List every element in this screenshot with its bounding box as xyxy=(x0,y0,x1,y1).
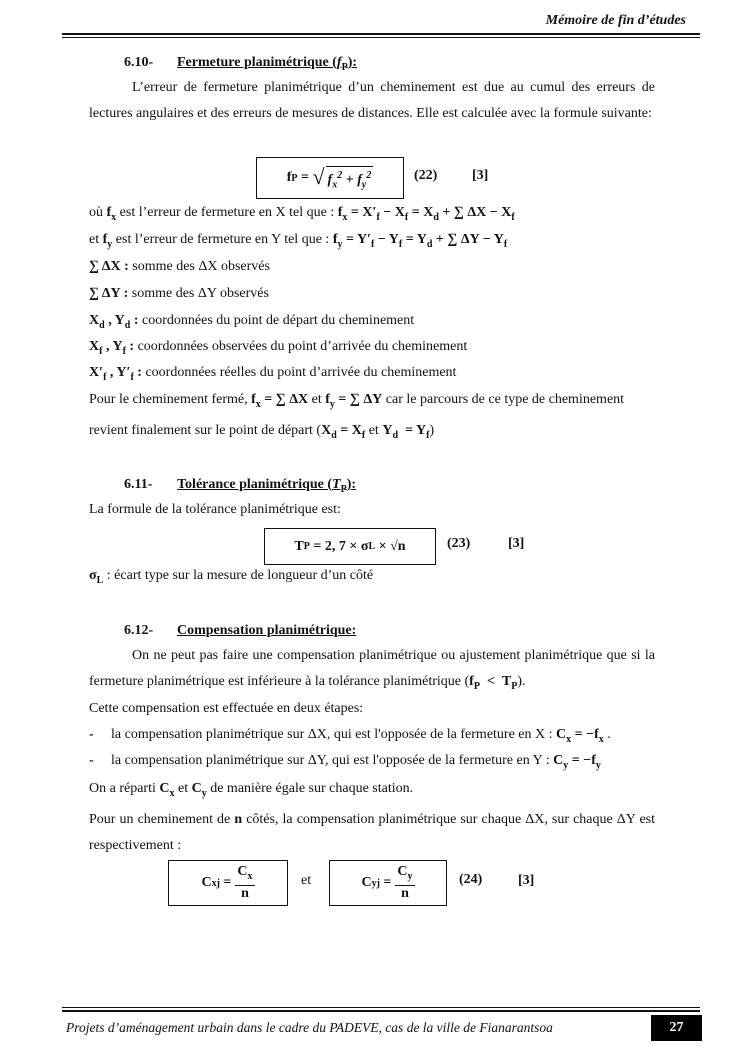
text: : écart type sur la mesure de longueur d’un côté xyxy=(103,568,374,583)
formula-part: = Y′ xyxy=(345,232,371,247)
text: est l’erreur de fermeture en X tel que : xyxy=(116,205,338,220)
text: ). xyxy=(517,674,526,689)
reference-24: [3] xyxy=(518,873,535,888)
formula-lhs-sub: P xyxy=(291,172,298,184)
page-footer: Projets d’aménagement urbain dans le cadre du PADEVE, cas de la ville de Fianarantsoa xyxy=(66,1020,553,1035)
symbol: ∑ ΔX : xyxy=(89,259,129,274)
fraction xyxy=(235,864,254,902)
formula-part: T xyxy=(294,538,304,554)
line-two-steps: Cette compensation est effectuée en deux étapes: xyxy=(89,701,364,716)
symbol: σ xyxy=(89,568,97,583)
formula-fy: f xyxy=(357,172,362,188)
formula-part: + ∑ ΔX − X xyxy=(438,205,512,220)
denominator: n xyxy=(401,885,409,901)
page-number: 27 xyxy=(651,1015,702,1041)
formula-part: × √n xyxy=(375,538,406,554)
equation-number-24: (24) xyxy=(459,872,483,887)
section-title: Tolérance planimétrique ( xyxy=(177,477,333,492)
section-number: 6.12- xyxy=(124,623,154,638)
text: somme des ΔY observés xyxy=(128,286,269,301)
page-header: Mémoire de fin d’études xyxy=(545,13,686,28)
sqrt-expression: √ $f_x^2 + f_y^2$ xyxy=(312,163,372,191)
formula-part: − Y xyxy=(374,232,399,247)
paragraph-fermeture: L’erreur de fermeture planimétrique d’un cheminement est due au cumul des erreurs de lectures angulaires et des erreurs de mesures de distances. Elle est calculée avec la formule suivante: xyxy=(89,80,655,121)
line-sum-dy xyxy=(89,286,269,302)
equation-number-22: (22) xyxy=(414,168,438,183)
text: et xyxy=(89,232,103,247)
text: où xyxy=(89,205,107,220)
line-repartition: On a réparti $C_x$ et $C_y$ de manière égale sur chaque station. xyxy=(89,781,414,799)
formula-fy-sub: y xyxy=(361,179,367,191)
numerator: C xyxy=(237,864,248,880)
formula-eq: = xyxy=(297,170,313,185)
line-xpf-ypf: $X'_f$ , $Y'_f$ : coordonnées réelles du point d’arrivée du cheminement xyxy=(89,365,457,383)
section-title: Compensation planimétrique: xyxy=(177,623,357,638)
text: et xyxy=(174,781,192,796)
line-sigma xyxy=(89,568,373,586)
fraction xyxy=(395,864,414,902)
formula-box-cyj: C yj = $\frac{C_y}{n}$ xyxy=(329,860,447,906)
numerator: C xyxy=(397,864,408,880)
formula-lhs: f xyxy=(286,170,292,185)
section-number: 6.11- xyxy=(124,477,153,492)
text: côtés, la compensation planimétrique sur chaque ΔX, sur chaque ΔY est respectivement : xyxy=(89,812,655,853)
denominator: n xyxy=(241,885,249,901)
section-number: 6.10- xyxy=(124,55,154,70)
text: revient finalement sur le point de départ ( xyxy=(89,423,322,438)
formula-part: = ∑ ΔX xyxy=(260,392,309,407)
section-heading-6-10 xyxy=(124,55,357,73)
line-closed-traverse: Pour le cheminement fermé, $f_x$ = ∑ ΔX et $f_y$ = ∑ ΔY car le parcours de ce type de cheminement xyxy=(89,392,625,410)
tolerance-intro: La formule de la tolérance planimétrique est: xyxy=(89,502,341,517)
formula-sub: L xyxy=(368,541,376,552)
symbol: ∑ ΔY : xyxy=(89,286,129,301)
text: coordonnées réelles du point d’arrivée du cheminement xyxy=(141,365,457,380)
line-fx: où $f_x$ est l’erreur de fermeture en X tel que : $f_x = X'_f - X_f = X_d$ + ∑ $\Delta X - X_f$ xyxy=(89,205,515,223)
text: ) xyxy=(429,423,435,438)
text: coordonnées observées du point d’arrivée du cheminement xyxy=(134,339,468,354)
title-subscript: P xyxy=(341,61,348,73)
reference-23: [3] xyxy=(508,536,525,551)
line-return: revient finalement sur le point de départ ($X_d = X_f$ et $Y_d = Y_f$) xyxy=(89,423,435,441)
title-symbol: f xyxy=(336,55,342,70)
formula-part: = X′ xyxy=(350,205,377,220)
bullet-dy: - la compensation planimétrique sur ΔY, qui est l'opposée de la fermeture en Y : $C_y = -f_y$ xyxy=(89,753,601,771)
formula-part: + ∑ ΔY − Y xyxy=(432,232,504,247)
formula-part: = X xyxy=(408,205,434,220)
formula-sub: xj xyxy=(211,877,220,889)
formula-part: C xyxy=(361,875,372,890)
formula-part: = 2, 7 × σ xyxy=(309,538,369,554)
formula-fx-exp: 2 xyxy=(337,169,343,181)
text: somme des ΔX observés xyxy=(128,259,270,274)
section-title: Fermeture planimétrique ( xyxy=(177,55,337,70)
formula-fy-exp: 2 xyxy=(366,169,372,181)
numerator-sub: x xyxy=(247,870,253,882)
symbol: n xyxy=(234,812,243,827)
formula-box-22 xyxy=(256,157,404,199)
header-rule xyxy=(62,33,700,38)
formula-sub: yj xyxy=(371,877,380,889)
title-end: ): xyxy=(346,477,357,492)
text: Pour le cheminement fermé, xyxy=(89,392,252,407)
paragraph-n-sides xyxy=(89,807,655,859)
footer-rule xyxy=(62,1007,700,1012)
section-heading-6-11 xyxy=(124,477,356,495)
formula-part: = ∑ ΔY xyxy=(334,392,383,407)
conjunction-et: et xyxy=(301,873,312,888)
text: la compensation planimétrique sur ΔY, qui est l'opposée de la fermeture en Y : xyxy=(111,753,554,768)
line-sum-dx xyxy=(89,259,270,275)
text: et xyxy=(365,423,383,438)
formula-box-cxj: C xj = $\frac{C_x}{n}$ xyxy=(168,860,288,906)
line-xd-yd: $X_d$ , $Y_d$ : coordonnées du point de départ du cheminement xyxy=(89,313,415,331)
formula-box-23 xyxy=(264,528,436,565)
text: On a réparti xyxy=(89,781,160,796)
formula-plus: + xyxy=(342,172,358,188)
numerator-sub: y xyxy=(407,870,413,882)
formula-fx-sub: x xyxy=(332,179,338,191)
title-end: ): xyxy=(347,55,358,70)
reference-22: [3] xyxy=(472,168,489,183)
text: coordonnées du point de départ du cheminement xyxy=(138,313,415,328)
text: car le parcours de ce type de cheminement xyxy=(382,392,625,407)
title-subscript: P xyxy=(340,483,347,495)
text: est l’erreur de fermeture en Y tel que : xyxy=(112,232,333,247)
formula-part: C xyxy=(201,875,212,890)
text: et xyxy=(308,392,326,407)
formula-sub: P xyxy=(303,541,310,552)
line-xf-yf: $X_f$ , $Y_f$ : coordonnées observées du point d’arrivée du cheminement xyxy=(89,339,468,357)
text: de manière égale sur chaque station. xyxy=(206,781,414,796)
title-symbol: T xyxy=(332,477,341,492)
formula-part: − X xyxy=(379,205,405,220)
text: la compensation planimétrique sur ΔX, qui est l'opposée de la fermeture en X : xyxy=(111,727,557,742)
section-heading-6-12 xyxy=(124,623,356,639)
bullet-mark: - xyxy=(89,753,94,768)
text: Pour un cheminement de xyxy=(89,812,235,827)
bullet-dx: - la compensation planimétrique sur ΔX, qui est l'opposée de la fermeture en X : $C_x = -f_x$ . xyxy=(89,727,611,745)
bullet-mark: - xyxy=(89,727,94,742)
line-fy: et $f_y$ est l’erreur de fermeture en Y tel que : $f_y = Y'_f - Y_f = Y_d$ + ∑ $\Delta Y - Y_f$ xyxy=(89,232,508,250)
text: On ne peut pas faire une compensation planimétrique ou ajustement planimétrique que si la fermeture planimétrique est inférieure à la tolérance planimétrique ( xyxy=(89,648,655,689)
paragraph-compensation: On ne peut pas faire une compensation planimétrique ou ajustement planimétrique que si la fermeture planimétrique est inférieure à la tolérance planimétrique $(f_P < T_P)$. xyxy=(89,648,655,692)
formula-part: = Y xyxy=(402,232,427,247)
text: . xyxy=(603,727,611,742)
symbol-sub: L xyxy=(96,574,104,586)
formula-fx: f xyxy=(327,172,333,188)
equation-number-23: (23) xyxy=(447,536,471,551)
